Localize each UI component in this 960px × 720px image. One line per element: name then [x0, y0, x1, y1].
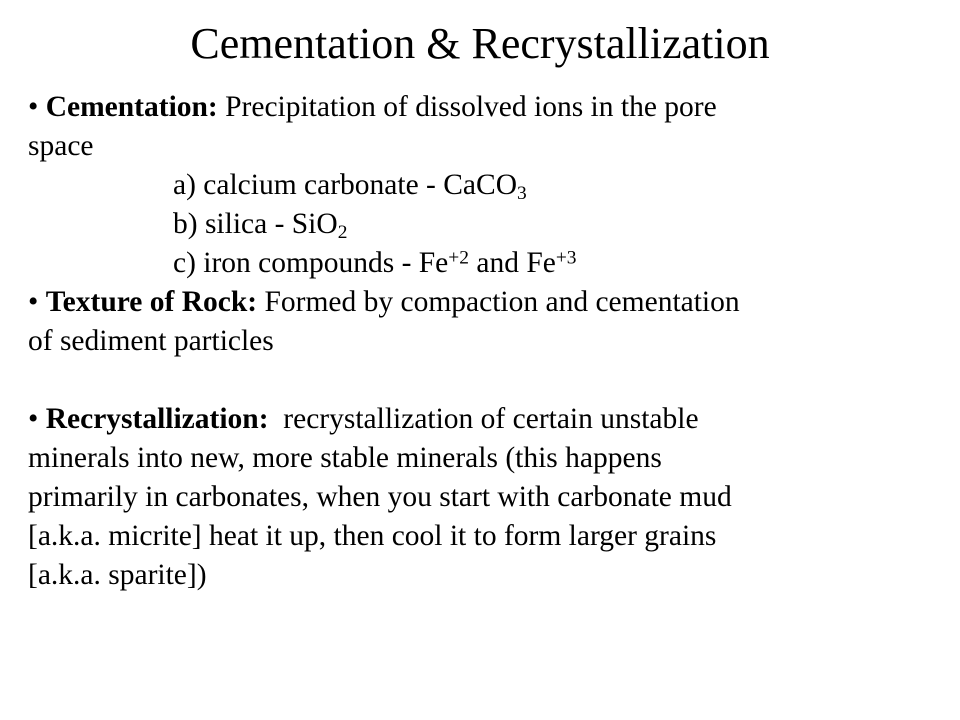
cementation-bullet-line-1 — [28, 88, 940, 127]
recrystallization-definition-part-5: [a.k.a. sparite]) — [28, 559, 207, 591]
item-b-subscript: 2 — [337, 221, 348, 243]
cementation-definition-part-1: Precipitation of dissolved ions in the pore — [217, 91, 717, 123]
spacer — [28, 361, 940, 400]
texture-label: Texture of Rock: — [45, 286, 258, 318]
item-c-superscript-2: +3 — [555, 247, 577, 269]
recrystallization-definition-part-4: [a.k.a. micrite] heat it up, then cool it to form larger grains — [28, 520, 717, 552]
cementation-item-a — [28, 166, 940, 205]
item-a-subscript: 3 — [517, 182, 527, 204]
bullet-marker: • — [28, 91, 39, 123]
recrystallization-bullet-line-4 — [28, 517, 940, 556]
cementation-bullet-line-2 — [28, 127, 940, 166]
slide-title: Cementation & Recrystallization — [190, 19, 770, 68]
recrystallization-label: Recrystallization: — [45, 403, 269, 435]
item-c-superscript-1: +2 — [448, 247, 469, 269]
item-b-text: b) silica - SiO — [173, 208, 338, 240]
texture-definition-part-1: Formed by compaction and cementation — [257, 286, 740, 318]
item-c-middle: and Fe — [468, 247, 556, 279]
recrystallization-bullet-line-2 — [28, 439, 940, 478]
recrystallization-definition-part-2: minerals into new, more stable minerals (this happens — [28, 442, 662, 474]
slide-body — [28, 88, 940, 595]
recrystallization-definition-part-1: recrystallization of certain unstable — [268, 403, 699, 435]
cementation-label: Cementation: — [45, 91, 218, 123]
texture-definition-part-2: of sediment particles — [28, 325, 274, 357]
item-a-text: a) calcium carbonate - CaCO — [173, 169, 518, 201]
cementation-item-c — [28, 244, 940, 283]
recrystallization-definition-part-3: primarily in carbonates, when you start with carbonate mud — [28, 481, 732, 513]
cementation-definition-part-2: space — [28, 130, 94, 162]
recrystallization-bullet-line-5 — [28, 556, 940, 595]
bullet-marker: • — [28, 286, 39, 318]
recrystallization-bullet-line-1 — [28, 400, 940, 439]
bullet-marker: • — [28, 403, 39, 435]
recrystallization-bullet-line-3 — [28, 478, 940, 517]
item-c-text: c) iron compounds - Fe — [173, 247, 449, 279]
texture-bullet-line-2 — [28, 322, 940, 361]
cementation-item-b — [28, 205, 940, 244]
texture-bullet-line-1 — [28, 283, 940, 322]
